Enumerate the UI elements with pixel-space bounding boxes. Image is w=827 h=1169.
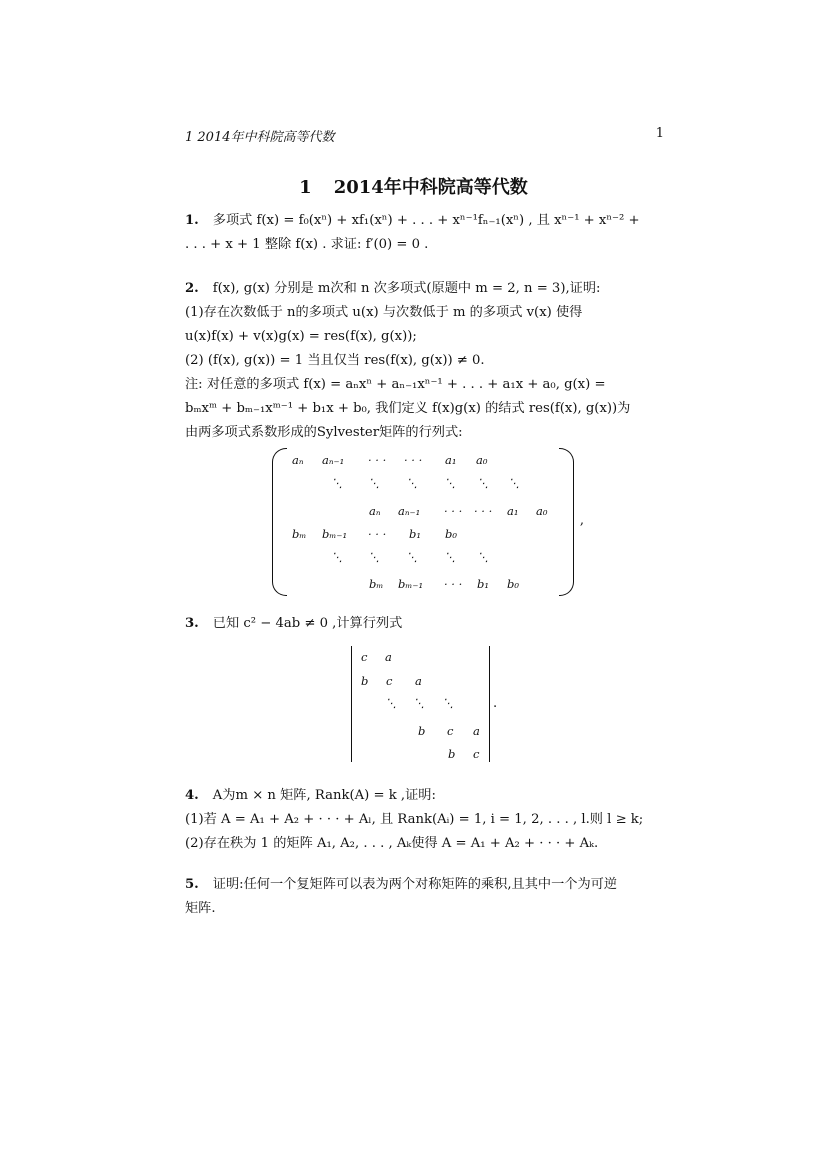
matrix-cell: ⋱	[368, 550, 380, 564]
problem-line: (2)存在秩为 1 的矩阵 A₁, A₂, . . . , Aₖ使得 A = A₁ + A₂ + · · · + Aₖ.	[185, 836, 599, 851]
right-det-bar	[489, 646, 490, 762]
matrix-cell: ⋱	[477, 550, 489, 564]
problem-line: u(x)f(x) + v(x)g(x) = res(f(x), g(x));	[185, 329, 417, 344]
matrix-cell: ⋱	[406, 476, 418, 490]
det-trailing-period: .	[493, 696, 498, 711]
det-cell: ⋱	[442, 696, 454, 710]
section-heading: 2014年中科院高等代数	[333, 177, 528, 198]
det-cell: ⋱	[385, 696, 397, 710]
left-det-bar	[351, 646, 352, 762]
problem-line: (2) (f(x), g(x)) = 1 当且仅当 res(f(x), g(x)) ≠ 0.	[185, 353, 485, 368]
matrix-cell: b₀	[507, 577, 519, 591]
problem-line: 注: 对任意的多项式 f(x) = aₙxⁿ + aₙ₋₁xⁿ⁻¹ + . . . + a₁x + a₀, g(x) =	[185, 377, 606, 392]
matrix-cell: bₘ₋₁	[322, 527, 348, 541]
section-title	[0, 173, 827, 199]
problem-1	[185, 209, 665, 257]
det-cell: c	[473, 747, 480, 761]
det-cell: a	[385, 650, 392, 664]
matrix-cell: b₁	[409, 527, 421, 541]
matrix-cell: bₘ	[292, 527, 307, 541]
left-parenthesis	[272, 448, 287, 596]
matrix-cell: aₙ₋₁	[322, 453, 345, 467]
matrix-cell: · · ·	[368, 453, 387, 467]
det-cell: b	[448, 747, 456, 761]
matrix-cell: ⋱	[368, 476, 380, 490]
problem-3	[185, 612, 665, 636]
problem-line: (1)存在次数低于 n的多项式 u(x) 与次数低于 m 的多项式 v(x) 使得	[185, 305, 583, 320]
det-cell: c	[386, 674, 393, 688]
problem-number: 5.	[185, 877, 199, 892]
matrix-cell: aₙ₋₁	[398, 504, 421, 518]
matrix-cell: ⋱	[331, 550, 343, 564]
problem-number: 2.	[185, 281, 199, 296]
problem-5	[185, 873, 665, 921]
problem-number: 1.	[185, 213, 199, 228]
matrix-trailing-comma: ,	[579, 513, 584, 528]
right-parenthesis	[559, 448, 574, 596]
det-cell: c	[361, 650, 368, 664]
matrix-cell: a₁	[445, 453, 457, 467]
problem-line: . . . + x + 1 整除 f(x) . 求证: f′(0) = 0 .	[185, 237, 429, 252]
det-cell: c	[447, 724, 454, 738]
matrix-cell: ⋱	[444, 550, 456, 564]
matrix-cell: bₘ	[369, 577, 384, 591]
det-cell: ⋱	[413, 696, 425, 710]
matrix-cell: b₁	[477, 577, 489, 591]
det-cell: b	[361, 674, 369, 688]
matrix-cell: b₀	[445, 527, 457, 541]
problem-line: bₘxᵐ + bₘ₋₁xᵐ⁻¹ + b₁x + b₀, 我们定义 f(x)g(x) 的结式 res(f(x), g(x))为	[185, 401, 631, 416]
problem-number: 3.	[185, 616, 199, 631]
matrix-cell: aₙ	[369, 504, 381, 518]
problem-line: 多项式 f(x) = f₀(xⁿ) + xf₁(xⁿ) + . . . + xⁿ⁻¹fₙ₋₁(xⁿ) , 且 xⁿ⁻¹ + xⁿ⁻² +	[212, 213, 640, 228]
problem-line: 矩阵.	[185, 901, 216, 916]
matrix-cell: · · ·	[404, 453, 423, 467]
matrix-cell: · · ·	[444, 577, 463, 591]
matrix-cell: ⋱	[444, 476, 456, 490]
matrix-cell: ⋱	[508, 476, 520, 490]
problem-line: 由两多项式系数形成的Sylvester矩阵的行列式:	[185, 425, 463, 440]
problem-4	[185, 784, 665, 856]
problem-number: 4.	[185, 788, 199, 803]
matrix-cell: · · ·	[444, 504, 463, 518]
problem-line: A为m × n 矩阵, Rank(A) = k ,证明:	[212, 788, 436, 803]
matrix-cell: ⋱	[406, 550, 418, 564]
det-cell: a	[473, 724, 480, 738]
problem-line: (1)若 A = A₁ + A₂ + · · · + Aₗ, 且 Rank(Aᵢ) = 1, i = 1, 2, . . . , l.则 l ≥ k;	[185, 812, 644, 827]
matrix-cell: · · ·	[368, 527, 387, 541]
tridiagonal-determinant	[349, 646, 509, 764]
problem-line: 证明:任何一个复矩阵可以表为两个对称矩阵的乘积,且其中一个为可逆	[212, 877, 618, 892]
matrix-cell: ⋱	[331, 476, 343, 490]
matrix-cell: a₀	[476, 453, 488, 467]
running-head-title: 1 2014年中科院高等代数	[185, 130, 335, 145]
matrix-cell: bₘ₋₁	[398, 577, 424, 591]
running-head	[185, 126, 664, 145]
det-cell: b	[418, 724, 426, 738]
matrix-cell: ⋱	[477, 476, 489, 490]
matrix-cell: a₀	[536, 504, 548, 518]
det-cell: a	[415, 674, 422, 688]
problem-2	[185, 277, 665, 445]
sylvester-matrix	[272, 448, 592, 594]
matrix-cell: · · ·	[474, 504, 493, 518]
section-number: 1	[299, 177, 312, 198]
matrix-cell: a₁	[507, 504, 519, 518]
problem-line: f(x), g(x) 分别是 m次和 n 次多项式(原题中 m = 2, n = 3),证明:	[212, 281, 601, 296]
page-number: 1	[655, 126, 664, 141]
matrix-cell: aₙ	[292, 453, 304, 467]
problem-line: 已知 c² − 4ab ≠ 0 ,计算行列式	[212, 616, 403, 631]
